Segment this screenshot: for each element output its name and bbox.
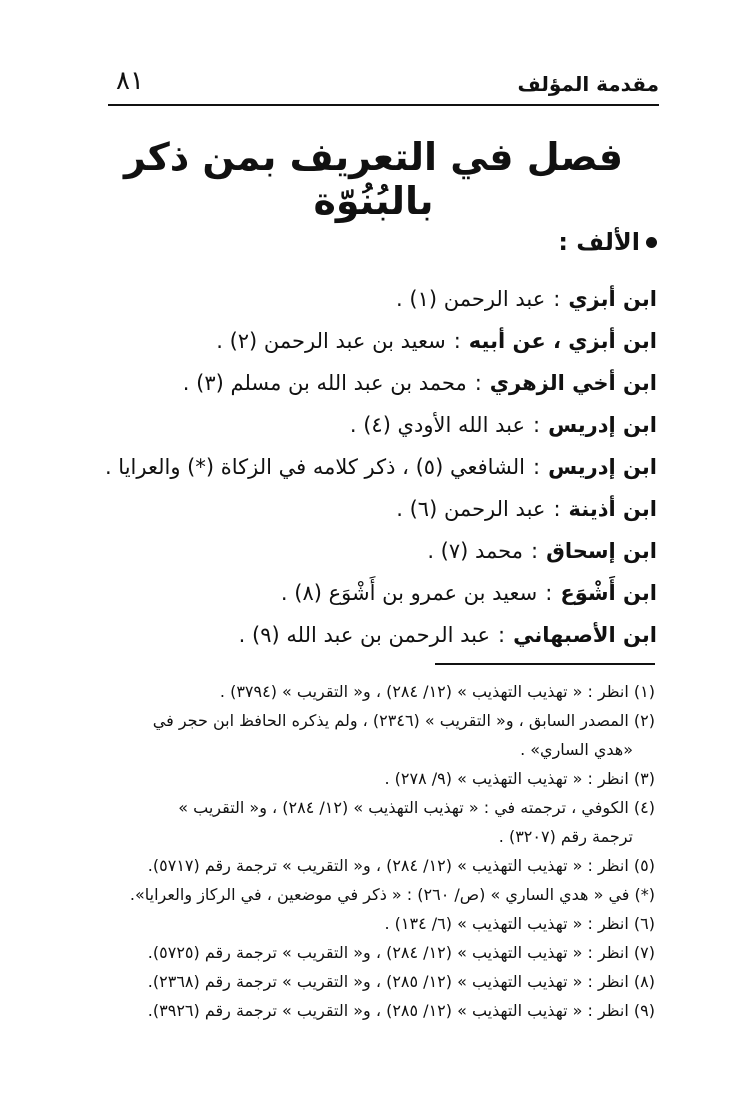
entry-value: الشافعي (٥) ، ذكر كلامه في الزكاة (*) والعرايا . bbox=[104, 455, 525, 479]
section-label: الألف : bbox=[558, 228, 640, 256]
entry-item: ابن أبزي ، عن أبيه:سعيد بن عبد الرحمن (٢) . bbox=[216, 329, 657, 353]
entry-item: ابن إسحاق:محمد (٧) . bbox=[427, 539, 657, 563]
entry-name: ابن إدريس bbox=[548, 413, 657, 437]
footnote: (١) انظر : « تهذيب التهذيب » (١٢/ ٢٨٤) ، و« التقريب » (٣٧٩٤) . bbox=[219, 682, 655, 701]
entry-name: ابن أبزي bbox=[568, 287, 657, 311]
footnote: (٤) الكوفي ، ترجمته في : « تهذيب التهذيب » (١٢/ ٢٨٤) ، و« التقريب » ترجمة رقم (٣٢٠٧) . bbox=[90, 793, 655, 851]
footnote-continuation: ترجمة رقم (٣٢٠٧) . bbox=[498, 827, 633, 846]
entry-item: ابن أَشْوَع:سعيد بن عمرو بن أَشْوَع (٨) . bbox=[280, 581, 657, 605]
entry-value: محمد بن عبد الله بن مسلم (٣) . bbox=[182, 371, 467, 395]
entry-item: ابن أبزي:عبد الرحمن (١) . bbox=[396, 287, 657, 311]
footnote: (٧) انظر : « تهذيب التهذيب » (١٢/ ٢٨٤) ، و« التقريب » ترجمة رقم (٥٧٢٥). bbox=[147, 943, 655, 962]
entry-name: ابن أبزي ، عن أبيه bbox=[468, 329, 657, 353]
entry-value: عبد الرحمن (٦) . bbox=[396, 497, 546, 521]
footnote: (٨) انظر : « تهذيب التهذيب » (١٢/ ٢٨٥) ، و« التقريب » ترجمة رقم (٢٣٦٨). bbox=[147, 972, 655, 991]
entry-value: عبد الرحمن (١) . bbox=[396, 287, 546, 311]
entry-name: ابن أخي الزهري bbox=[489, 371, 657, 395]
footnote-continuation: «هدي الساري» . bbox=[520, 740, 633, 759]
entry-value: عبد الله الأودي (٤) . bbox=[349, 413, 525, 437]
footnote-divider bbox=[435, 663, 655, 665]
footnotes bbox=[90, 677, 655, 1025]
chapter-title: فصل في التعريف بمن ذكر بالبُنُوّة bbox=[123, 135, 624, 223]
entry-item: ابن الأصبهاني:عبد الرحمن بن عبد الله (٩) . bbox=[238, 623, 657, 647]
running-title: مقدمة المؤلف bbox=[517, 72, 659, 96]
entry-value: سعيد بن عمرو بن أَشْوَع (٨) . bbox=[280, 581, 538, 605]
section-heading bbox=[558, 228, 657, 256]
entry-name: ابن الأصبهاني bbox=[513, 623, 657, 647]
page-number: ٨١ bbox=[116, 66, 144, 96]
entry-value: عبد الرحمن بن عبد الله (٩) . bbox=[238, 623, 491, 647]
footnote: (٢) المصدر السابق ، و« التقريب » (٢٣٤٦) ، ولم يذكره الحافظ ابن حجر في «هدي الساري» . bbox=[90, 706, 655, 764]
entry-item: ابن أذينة:عبد الرحمن (٦) . bbox=[396, 497, 657, 521]
entry-item: ابن إدريس:الشافعي (٥) ، ذكر كلامه في الزكاة (*) والعرايا . bbox=[104, 455, 657, 479]
entry-name: ابن أذينة bbox=[568, 497, 657, 521]
entry-item: ابن إدريس:عبد الله الأودي (٤) . bbox=[349, 413, 657, 437]
footnote: (٥) انظر : « تهذيب التهذيب » (١٢/ ٢٨٤) ، و« التقريب » ترجمة رقم (٥٧١٧). bbox=[147, 856, 655, 875]
footnote: (٦) انظر : « تهذيب التهذيب » (٦/ ١٣٤) . bbox=[384, 914, 655, 933]
entry-value: محمد (٧) . bbox=[427, 539, 523, 563]
entry-name: ابن إسحاق bbox=[546, 539, 657, 563]
entry-list bbox=[60, 278, 657, 656]
entry-name: ابن أَشْوَع bbox=[560, 581, 657, 605]
entry-value: سعيد بن عبد الرحمن (٢) . bbox=[216, 329, 446, 353]
entry-item: ابن أخي الزهري:محمد بن عبد الله بن مسلم (٣) . bbox=[182, 371, 657, 395]
footnote: (*) في « هدي الساري » (ص/ ٢٦٠) : « ذكر في موضعين ، في الركاز والعرايا». bbox=[129, 885, 655, 904]
page-header bbox=[108, 60, 659, 106]
footnote: (٩) انظر : « تهذيب التهذيب » (١٢/ ٢٨٥) ، و« التقريب » ترجمة رقم (٣٩٢٦). bbox=[147, 1001, 655, 1020]
bullet-icon bbox=[646, 237, 657, 248]
footnote: (٣) انظر : « تهذيب التهذيب » (٩/ ٢٧٨) . bbox=[384, 769, 655, 788]
entry-name: ابن إدريس bbox=[548, 455, 657, 479]
